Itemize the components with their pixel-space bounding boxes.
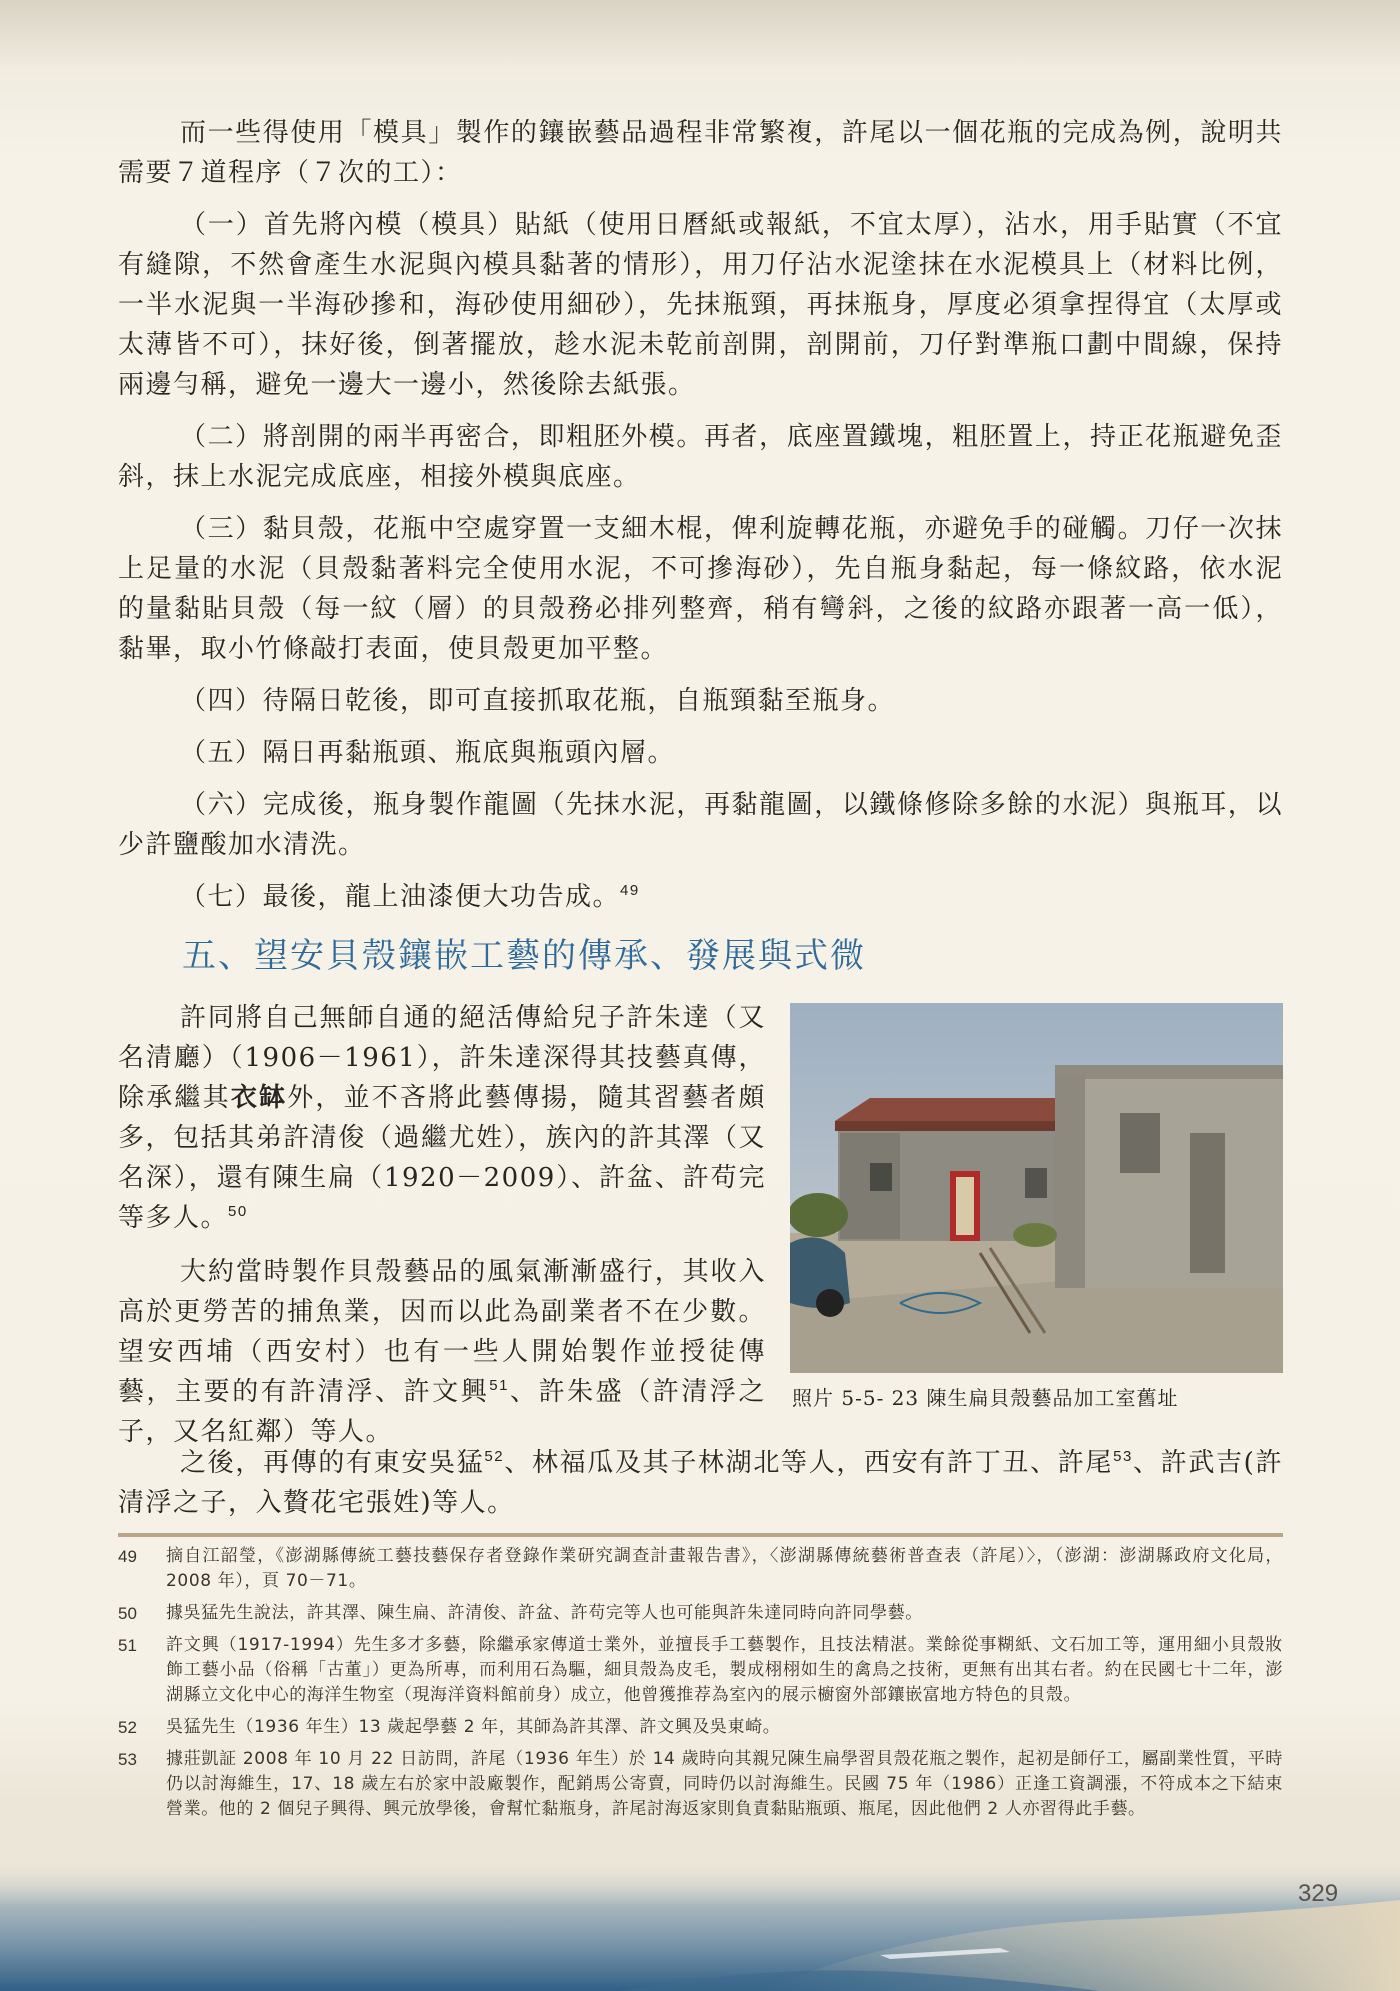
footnote [118,1601,1283,1626]
step-5: （五）隔日再黏瓶頭、瓶底與瓶頭內層。 [180,738,676,768]
section-p1-b: 外，並不吝將此藝傳揚，隨其習藝者頗多，包括其弟許清俊（過繼尤姓），族內的許其澤（又名深），還有陳生扁（1920－2009）、許盆、許苟完等多人。 [118,1083,766,1233]
footnote-ref-49[interactable]: 49 [620,882,640,899]
footnote-number: 53 [118,1750,137,1769]
footnote [118,1715,1283,1740]
workshop-photo-image [790,1003,1283,1373]
step-2: （二）將剖開的兩半再密合，即粗胚外模。再者，底座置鐵塊，粗胚置上，持正花瓶避免歪斜，抹上水泥完成底座，相接外模與底座。 [118,422,1283,492]
intro-paragraph: 而一些得使用「模具」製作的鑲嵌藝品過程非常繁複，許尾以一個花瓶的完成為例，說明共需要７道程序（７次的工）： [118,118,1283,188]
section-p1-a: 許同將自己無師自通的絕活傳給兒子許朱達（又名清廳）（1906－1961），許朱達深得其技藝真傳，除承繼其 [118,1003,766,1113]
footnote-divider [118,1533,1283,1537]
section-p2-a: 大約當時製作貝殼藝品的風氣漸漸盛行，其收入高於更勞苦的捕魚業，因而以此為副業者不在少數。望安西埔（西安村）也有一些人開始製作並授徒傳藝，主要的有許清浮、許文興 [118,1257,766,1407]
photo-caption: 照片 5-5- 23 陳生扁貝殼藝品加工室舊址 [792,1386,1179,1410]
section-p3-c: 、許武吉(許清浮之子，入贅花宅張姓)等人。 [118,1448,1283,1518]
footnote-number: 51 [118,1636,137,1655]
sea-background [0,1860,1400,1991]
step-4: （四）待隔日乾後，即可直接抓取花瓶，自瓶頸黏至瓶身。 [180,686,896,716]
step-3: （三）黏貝殼，花瓶中空處穿置一支細木棍，俾利旋轉花瓶，亦避免手的碰觸。刀仔一次抹上足量的水泥（貝殼黏著料完全使用水泥，不可摻海砂），先自瓶身黏起，每一條紋路，依水泥的量黏貼貝殼（每一紋（層）的貝殼務必排列整齊，稍有彎斜，之後的紋路亦跟著一高一低），黏畢，取小竹條敲打表面，使貝殼更加平整。 [118,514,1283,664]
section-p3-a: 之後，再傳的有東安吳猛 [180,1448,485,1478]
footnote [118,1633,1283,1708]
section-p1-bold: 衣缽 [230,1083,288,1113]
footnote-text: 摘自江韶瑩，《澎湖縣傳統工藝技藝保存者登錄作業研究調查計畫報告書》，〈澎湖縣傳統藝術普查表（許尾）〉，（澎湖：澎湖縣政府文化局，2008 年），頁 70－71。 [166,1546,1283,1591]
section-p3-b: 、林福瓜及其子林湖北等人，西安有許丁丑、許尾 [504,1448,1114,1478]
workshop-photo [790,1003,1283,1373]
footnote-ref-50[interactable]: 50 [228,1203,248,1220]
step-7 [118,877,1283,917]
section-paragraph-3-wrap [118,1443,1283,1523]
step-7-text: （七）最後，龍上油漆便大功告成。 [180,882,621,912]
footnote-ref-51[interactable]: 51 [489,1377,509,1394]
section-column-text [118,998,766,1452]
section-heading: 五、望安貝殼鑲嵌工藝的傳承、發展與式微 [182,936,866,976]
intro-text [118,113,1283,917]
footnote-ref-53[interactable]: 53 [1113,1448,1133,1465]
section-paragraph-3 [118,1443,1283,1523]
section-paragraph-1 [118,998,766,1238]
page-number: 329 [1298,1880,1339,1907]
footnote-text: 吳猛先生（1936 年生）13 歲起學藝 2 年，其師為許其澤、許文興及吳東崎。 [166,1717,781,1737]
section-p2-b: 、許朱盛（許清浮之子，又名紅鄰）等人。 [118,1377,766,1447]
footnote-ref-52[interactable]: 52 [484,1448,505,1465]
step-6: （六）完成後，瓶身製作龍圖（先抹水泥，再黏龍圖，以鐵條修除多餘的水泥）與瓶耳，以少許鹽酸加水清洗。 [118,790,1283,860]
footnote-number: 52 [118,1718,137,1737]
footnote-text: 許文興（1917-1994）先生多才多藝，除繼承家傳道士業外，並擅長手工藝製作，且技法精湛。業餘從事糊紙、文石加工等，運用細小貝殼妝飾工藝小品（俗稱「古董」）更為所專，而利用石為驅，細貝殼為皮毛，製成栩栩如生的禽鳥之技術，更無有出其右者。約在民國七十二年，澎湖縣立文化中心的海洋生物室（現海洋資料館前身）成立，他曾獲推荐為室內的展示櫥窗外部鑲嵌富地方特色的貝殼。 [166,1635,1283,1705]
footnotes [118,1544,1283,1829]
footnote [118,1544,1283,1594]
step-1: （一）首先將內模（模具）貼紙（使用日曆紙或報紙，不宜太厚），沾水，用手貼實（不宜有縫隙，不然會產生水泥與內模具黏著的情形），用刀仔沾水泥塗抹在水泥模具上（材料比例，一半水泥與一半海砂摻和，海砂使用細砂），先抹瓶頸，再抹瓶身，厚度必須拿捏得宜（太厚或太薄皆不可），抹好後，倒著擺放，趁水泥未乾前剖開，剖開前，刀仔對準瓶口劃中間線，保持兩邊勻稱，避免一邊大一邊小，然後除去紙張。 [118,210,1283,400]
section-paragraph-2 [118,1252,766,1452]
footnote-number: 50 [118,1604,137,1623]
footnote-text: 據莊凱証 2008 年 10 月 22 日訪問，許尾（1936 年生）於 14 歲時向其親兄陳生扁學習貝殼花瓶之製作，起初是師仔工，屬副業性質，平時仍以討海維生，17、18 歲左右於家中設廠製作，配銷馬公寄賣，同時仍以討海維生。民國 75 年（1986）正逢工資調漲，不符成本之下結束營業。他的 2 個兒子興得、興元放學後，會幫忙黏瓶身，許尾討海返家則負責黏貼瓶頭、瓶尾，因此他們 2 人亦習得此手藝。 [166,1749,1283,1819]
footnote-number: 49 [118,1547,137,1566]
footnote [118,1747,1283,1822]
footnote-text: 據吳猛先生說法，許其澤、陳生扁、許清俊、許盆、許苟完等人也可能與許朱達同時向許同學藝。 [166,1603,923,1623]
